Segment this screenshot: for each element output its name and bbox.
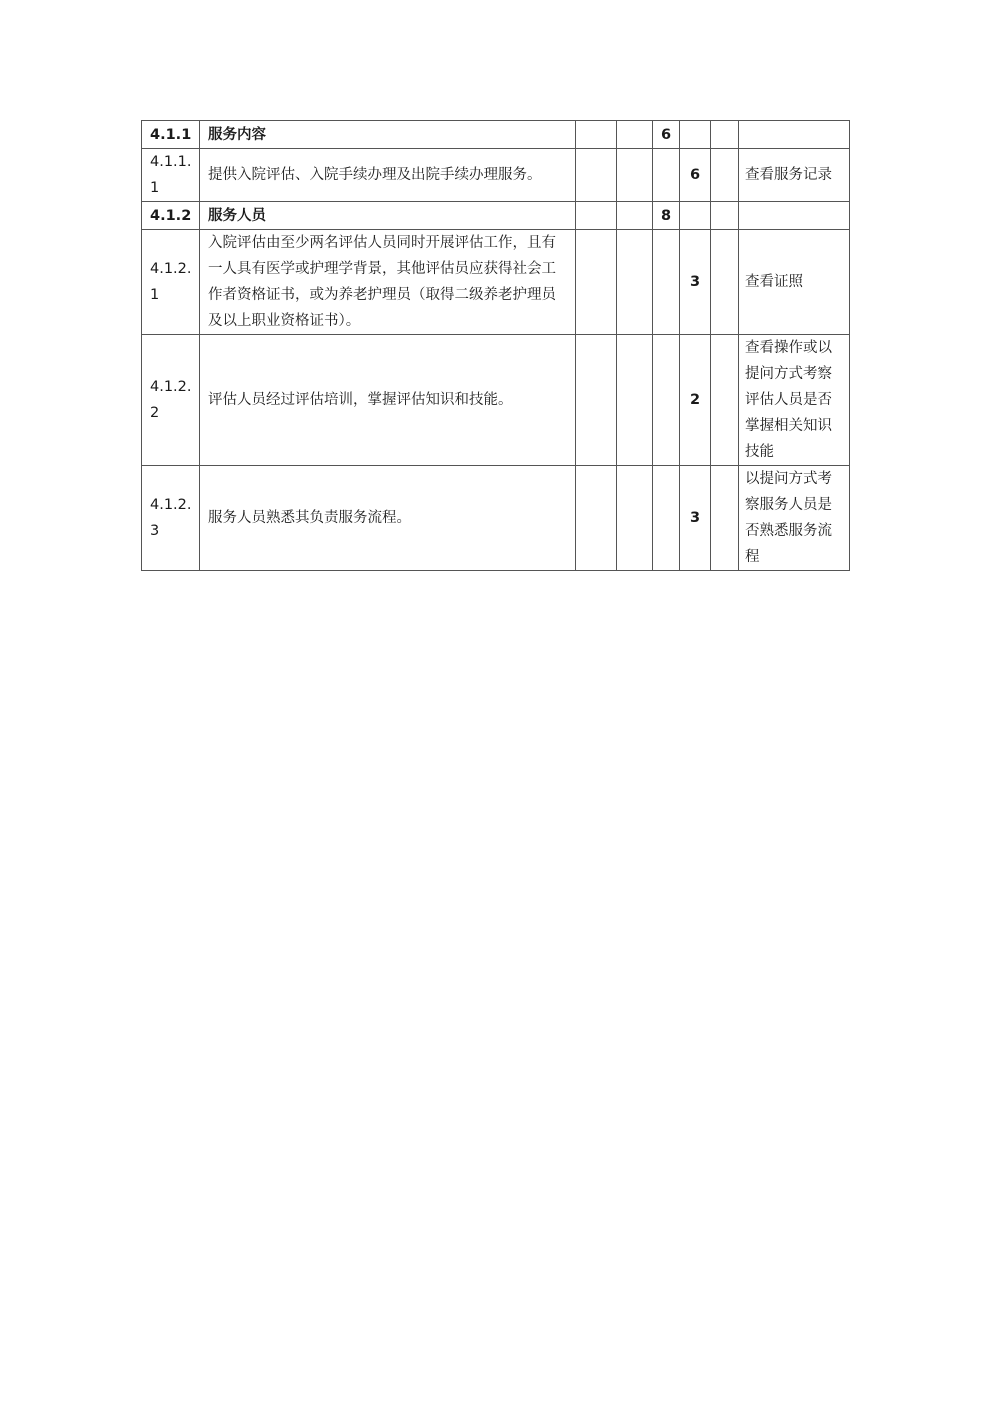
cell-b: [617, 466, 653, 571]
table-row: [142, 121, 850, 149]
row-id: 4.1.1: [142, 121, 200, 149]
table-row: [142, 202, 850, 230]
cell-score-total: [653, 466, 680, 571]
row-id: 4.1.1. 1: [142, 149, 200, 202]
row-content: 服务内容: [200, 121, 576, 149]
cell-score: 3: [680, 466, 711, 571]
row-id: 4.1.2. 3: [142, 466, 200, 571]
cell-b: [617, 202, 653, 230]
cell-a: [576, 230, 617, 335]
row-note: [739, 121, 850, 149]
cell-score-total: 6: [653, 121, 680, 149]
assessment-table: [141, 120, 850, 571]
table-row: [142, 466, 850, 571]
row-note: [739, 202, 850, 230]
cell-e: [711, 335, 739, 466]
row-note: 以提问方式考察服务人员是否熟悉服务流程: [739, 466, 850, 571]
row-id: 4.1.2. 1: [142, 230, 200, 335]
cell-b: [617, 230, 653, 335]
cell-score-total: [653, 335, 680, 466]
cell-score-total: [653, 149, 680, 202]
cell-a: [576, 149, 617, 202]
table-row: [142, 230, 850, 335]
row-note: 查看服务记录: [739, 149, 850, 202]
row-content: 服务人员: [200, 202, 576, 230]
cell-b: [617, 149, 653, 202]
table-row: [142, 149, 850, 202]
row-id: 4.1.2. 2: [142, 335, 200, 466]
cell-score: [680, 202, 711, 230]
cell-b: [617, 335, 653, 466]
row-content: 评估人员经过评估培训，掌握评估知识和技能。: [200, 335, 576, 466]
cell-a: [576, 202, 617, 230]
cell-e: [711, 149, 739, 202]
cell-e: [711, 202, 739, 230]
cell-b: [617, 121, 653, 149]
cell-a: [576, 121, 617, 149]
row-note: 查看证照: [739, 230, 850, 335]
cell-e: [711, 230, 739, 335]
cell-score: 6: [680, 149, 711, 202]
row-note: 查看操作或以提问方式考察评估人员是否掌握相关知识技能: [739, 335, 850, 466]
cell-score-total: [653, 230, 680, 335]
row-content: 服务人员熟悉其负责服务流程。: [200, 466, 576, 571]
cell-score: 2: [680, 335, 711, 466]
cell-score: [680, 121, 711, 149]
cell-score-total: 8: [653, 202, 680, 230]
table-row: [142, 335, 850, 466]
row-content: 入院评估由至少两名评估人员同时开展评估工作，且有一人具有医学或护理学背景，其他评估员应获得社会工作者资格证书，或为养老护理员（取得二级养老护理员及以上职业资格证书）。: [200, 230, 576, 335]
cell-a: [576, 335, 617, 466]
cell-score: 3: [680, 230, 711, 335]
row-id: 4.1.2: [142, 202, 200, 230]
cell-e: [711, 466, 739, 571]
cell-e: [711, 121, 739, 149]
row-content: 提供入院评估、入院手续办理及出院手续办理服务。: [200, 149, 576, 202]
cell-a: [576, 466, 617, 571]
